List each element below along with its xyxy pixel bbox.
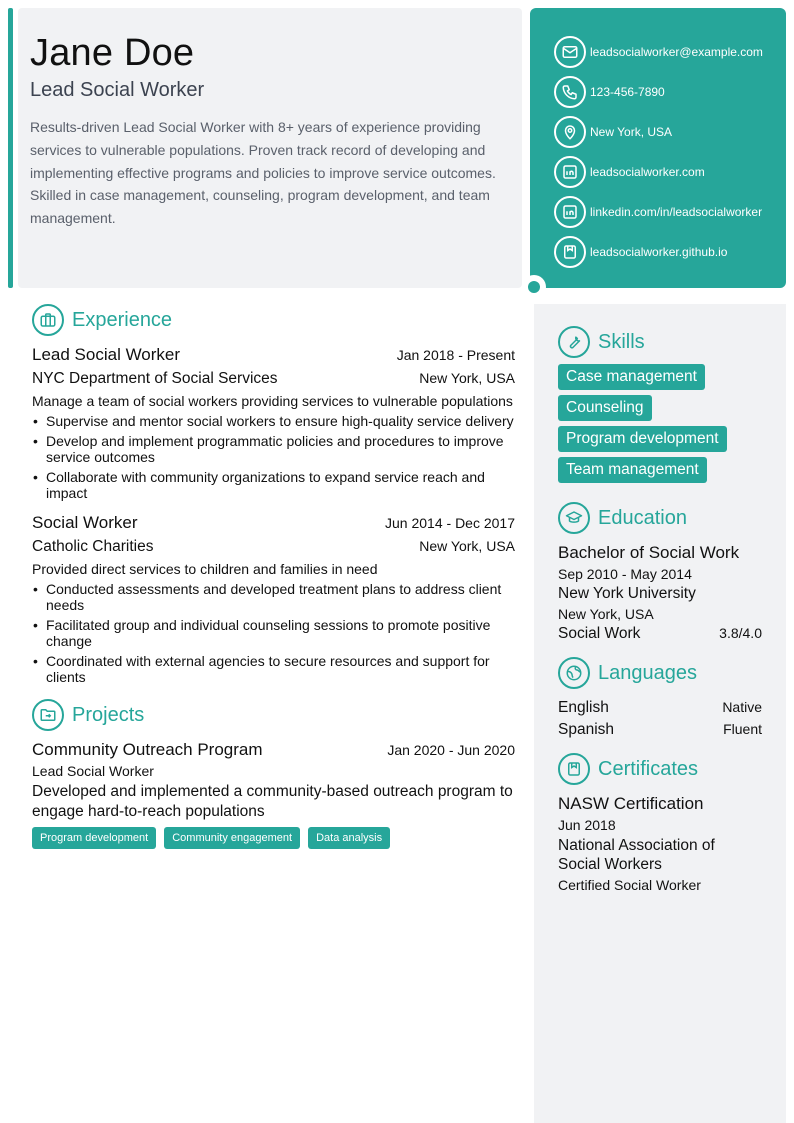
project-tag: Data analysis	[308, 827, 390, 849]
certificate-issuer: National Association of Social Workers	[558, 837, 715, 873]
contact-website-text: leadsocialworker.com	[590, 165, 705, 179]
project-tag: Community engagement	[164, 827, 300, 849]
skill-tag: Team management	[558, 457, 707, 483]
experience-item	[32, 345, 515, 501]
language-name: Spanish	[558, 721, 615, 738]
bullet-item: • Develop and implement programmatic policies and procedures to improve service outcomes	[32, 433, 515, 465]
job-organization: Catholic Charities	[32, 538, 154, 555]
bullet-item: • Supervise and mentor social workers to ensure high-quality service delivery	[32, 413, 515, 429]
project-description: Developed and implemented a community-based outreach program to engage hard-to-reach populations	[32, 783, 513, 820]
degree: Bachelor of Social Work	[558, 543, 740, 562]
languages-title: Languages	[598, 661, 697, 684]
job-location: New York, USA	[419, 538, 515, 554]
bullet-item: • Coordinated with external agencies to secure resources and support for clients	[32, 653, 515, 685]
skill-tag: Case management	[558, 364, 705, 390]
contact-email-text: leadsocialworker@example.com	[590, 45, 763, 59]
certificate-name: NASW Certification	[558, 794, 704, 813]
job-title: Social Worker	[32, 513, 138, 532]
bullet-item: • Facilitated group and individual counseling sessions to promote positive change	[32, 617, 515, 649]
project-date: Jan 2020 - Jun 2020	[387, 742, 515, 758]
experience-heading	[32, 304, 515, 336]
contact-linkedin-text: linkedin.com/in/leadsocialworker	[590, 205, 763, 219]
education-item	[558, 543, 762, 643]
job-bullets	[32, 581, 515, 685]
skill-tag: Program development	[558, 426, 727, 452]
candidate-title: Lead Social Worker	[30, 79, 205, 101]
contact-location	[554, 112, 786, 152]
contact-phone-text: 123-456-7890	[590, 85, 665, 99]
phone-icon	[554, 76, 586, 108]
certificate-detail: Certified Social Worker	[558, 877, 701, 893]
skill-tag: Counseling	[558, 395, 652, 421]
wrench-icon	[558, 326, 590, 358]
job-organization: NYC Department of Social Services	[32, 370, 278, 387]
education-date: Sep 2010 - May 2014	[558, 566, 692, 582]
job-summary: Manage a team of social workers providing services to vulnerable populations	[32, 393, 513, 409]
projects-title: Projects	[72, 703, 145, 726]
project-tag: Program development	[32, 827, 156, 849]
linkedin-icon	[554, 156, 586, 188]
education-heading	[558, 502, 762, 534]
graduation-cap-icon	[558, 502, 590, 534]
contact-panel	[530, 8, 786, 288]
language-level: Fluent	[723, 721, 762, 737]
job-location: New York, USA	[419, 370, 515, 386]
experience-title: Experience	[72, 308, 173, 331]
job-title: Lead Social Worker	[32, 345, 181, 364]
education-title: Education	[598, 506, 687, 529]
job-date: Jan 2018 - Present	[396, 347, 515, 363]
connector-dot	[528, 281, 540, 293]
languages-list	[558, 699, 762, 739]
language-level: Native	[722, 699, 762, 715]
project-title: Community Outreach Program	[32, 740, 263, 759]
profile-summary: Results-driven Lead Social Worker with 8+ years of experience providing services to vulnerable populations. Proven track record of developing and implementing effective programs and policies to improve service outcomes. Skilled in case management, counseling, program development, and team management.	[30, 119, 496, 227]
contact-linkedin[interactable]	[554, 192, 786, 232]
contact-portfolio[interactable]	[554, 232, 786, 272]
project-role: Lead Social Worker	[32, 763, 154, 779]
school: New York University	[558, 585, 696, 602]
language-row	[558, 699, 762, 717]
experience-item	[32, 513, 515, 685]
briefcase-icon	[32, 304, 64, 336]
languages-heading	[558, 657, 762, 689]
email-icon	[554, 36, 586, 68]
certificate-item	[558, 794, 762, 893]
skills-title: Skills	[598, 330, 645, 353]
language-row	[558, 721, 762, 739]
portfolio-icon	[554, 236, 586, 268]
certificates-heading	[558, 753, 762, 785]
certificate-icon	[558, 753, 590, 785]
projects-heading	[32, 699, 515, 731]
school-location: New York, USA	[558, 606, 654, 622]
certificate-date: Jun 2018	[558, 817, 616, 833]
job-bullets	[32, 413, 515, 501]
skills-list	[558, 364, 762, 488]
contact-email[interactable]	[554, 32, 786, 72]
skills-heading	[558, 326, 762, 358]
certificates-title: Certificates	[598, 757, 699, 780]
project-tags	[32, 827, 515, 849]
contact-website[interactable]	[554, 152, 786, 192]
location-icon	[554, 116, 586, 148]
globe-icon	[558, 657, 590, 689]
candidate-name: Jane Doe	[30, 32, 195, 74]
project-item	[32, 740, 515, 849]
bullet-item: • Conducted assessments and developed treatment plans to address client needs	[32, 581, 515, 613]
folder-icon	[32, 699, 64, 731]
contact-phone[interactable]	[554, 72, 786, 112]
accent-bar	[8, 8, 13, 288]
header-summary-panel	[18, 8, 522, 288]
contact-location-text: New York, USA	[590, 125, 673, 139]
contact-portfolio-text: leadsocialworker.github.io	[590, 245, 728, 259]
field-of-study: Social Work	[558, 625, 641, 642]
sidebar	[534, 304, 786, 1123]
main-column	[32, 304, 515, 849]
linkedin-icon	[554, 196, 586, 228]
gpa: 3.8/4.0	[719, 625, 762, 641]
bullet-item: • Collaborate with community organizations to expand service reach and impact	[32, 469, 515, 501]
job-summary: Provided direct services to children and families in need	[32, 561, 378, 577]
job-date: Jun 2014 - Dec 2017	[385, 515, 515, 531]
language-name: English	[558, 699, 609, 716]
